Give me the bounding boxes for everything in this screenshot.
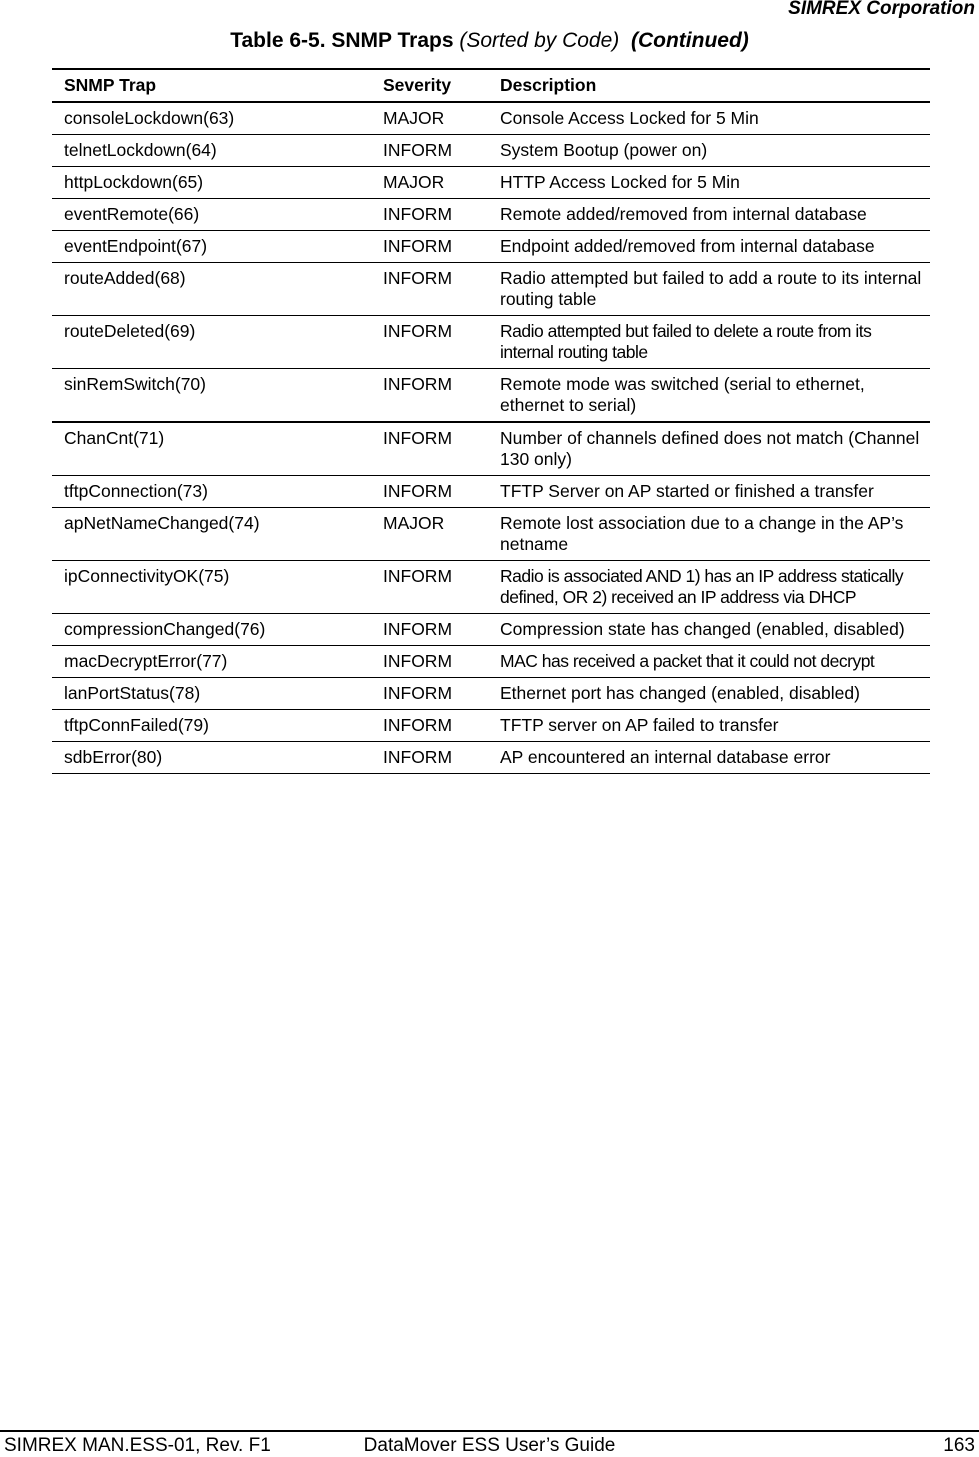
description-cell: Radio is associated AND 1) has an IP address statically defined, OR 2) received an IP address via DHCP bbox=[488, 561, 930, 614]
table-row bbox=[52, 369, 930, 423]
trap-cell: eventEndpoint(67) bbox=[52, 231, 371, 263]
trap-cell: telnetLockdown(64) bbox=[52, 135, 371, 167]
severity-cell: INFORM bbox=[371, 561, 488, 614]
trap-cell: routeAdded(68) bbox=[52, 263, 371, 316]
trap-cell: sdbError(80) bbox=[52, 742, 371, 774]
table-title-sort: (Sorted by Code) bbox=[459, 29, 620, 52]
table-row bbox=[52, 508, 930, 561]
severity-cell: INFORM bbox=[371, 263, 488, 316]
trap-cell: compressionChanged(76) bbox=[52, 614, 371, 646]
severity-cell: INFORM bbox=[371, 316, 488, 369]
trap-cell: httpLockdown(65) bbox=[52, 167, 371, 199]
table-title-continued: (Continued) bbox=[630, 29, 749, 52]
table-row bbox=[52, 710, 930, 742]
severity-cell: INFORM bbox=[371, 710, 488, 742]
description-cell: HTTP Access Locked for 5 Min bbox=[488, 167, 930, 199]
description-cell: Remote mode was switched (serial to ethernet, ethernet to serial) bbox=[488, 369, 930, 423]
table-row bbox=[52, 231, 930, 263]
description-cell: AP encountered an internal database error bbox=[488, 742, 930, 774]
description-cell: Endpoint added/removed from internal database bbox=[488, 231, 930, 263]
description-cell: TFTP server on AP failed to transfer bbox=[488, 710, 930, 742]
company-header: SIMREX Corporation bbox=[788, 0, 975, 19]
severity-cell: INFORM bbox=[371, 614, 488, 646]
severity-cell: INFORM bbox=[371, 199, 488, 231]
severity-cell: INFORM bbox=[371, 678, 488, 710]
table-row bbox=[52, 422, 930, 476]
trap-cell: eventRemote(66) bbox=[52, 199, 371, 231]
trap-cell: macDecryptError(77) bbox=[52, 646, 371, 678]
trap-cell: sinRemSwitch(70) bbox=[52, 369, 371, 423]
column-header-trap: SNMP Trap bbox=[52, 69, 371, 102]
trap-cell: ipConnectivityOK(75) bbox=[52, 561, 371, 614]
severity-cell: INFORM bbox=[371, 476, 488, 508]
table-row bbox=[52, 614, 930, 646]
severity-cell: INFORM bbox=[371, 369, 488, 423]
trap-cell: consoleLockdown(63) bbox=[52, 102, 371, 135]
severity-cell: MAJOR bbox=[371, 508, 488, 561]
trap-cell: tftpConnFailed(79) bbox=[52, 710, 371, 742]
column-header-severity: Severity bbox=[371, 69, 488, 102]
table-row bbox=[52, 678, 930, 710]
description-cell: Number of channels defined does not match (Channel 130 only) bbox=[488, 422, 930, 476]
description-cell: Remote added/removed from internal database bbox=[488, 199, 930, 231]
table-row bbox=[52, 263, 930, 316]
table-row bbox=[52, 135, 930, 167]
footer-divider bbox=[0, 1430, 979, 1432]
table-title bbox=[0, 28, 979, 54]
footer-doc-id: SIMREX MAN.ESS-01, Rev. F1 bbox=[4, 1435, 271, 1456]
table-row bbox=[52, 167, 930, 199]
description-cell: TFTP Server on AP started or finished a transfer bbox=[488, 476, 930, 508]
severity-cell: INFORM bbox=[371, 231, 488, 263]
description-cell: Remote lost association due to a change in the AP’s netname bbox=[488, 508, 930, 561]
description-cell: Compression state has changed (enabled, disabled) bbox=[488, 614, 930, 646]
column-header-description: Description bbox=[488, 69, 930, 102]
description-cell: Ethernet port has changed (enabled, disabled) bbox=[488, 678, 930, 710]
table-row bbox=[52, 199, 930, 231]
trap-cell: tftpConnection(73) bbox=[52, 476, 371, 508]
table-row bbox=[52, 561, 930, 614]
severity-cell: MAJOR bbox=[371, 102, 488, 135]
table-row bbox=[52, 476, 930, 508]
table-title-main: Table 6-5. SNMP Traps bbox=[230, 29, 454, 52]
trap-cell: ChanCnt(71) bbox=[52, 422, 371, 476]
severity-cell: MAJOR bbox=[371, 167, 488, 199]
footer-page-number: 163 bbox=[943, 1435, 975, 1456]
table-row bbox=[52, 316, 930, 369]
severity-cell: INFORM bbox=[371, 646, 488, 678]
description-cell: MAC has received a packet that it could not decrypt bbox=[488, 646, 930, 678]
severity-cell: INFORM bbox=[371, 742, 488, 774]
description-cell: Radio attempted but failed to add a route to its internal routing table bbox=[488, 263, 930, 316]
table-row bbox=[52, 646, 930, 678]
table-row bbox=[52, 742, 930, 774]
description-cell: System Bootup (power on) bbox=[488, 135, 930, 167]
severity-cell: INFORM bbox=[371, 422, 488, 476]
trap-cell: routeDeleted(69) bbox=[52, 316, 371, 369]
trap-cell: apNetNameChanged(74) bbox=[52, 508, 371, 561]
table-row bbox=[52, 102, 930, 135]
table-header-row bbox=[52, 69, 930, 102]
trap-cell: lanPortStatus(78) bbox=[52, 678, 371, 710]
description-cell: Radio attempted but failed to delete a route from its internal routing table bbox=[488, 316, 930, 369]
footer-guide-title: DataMover ESS User’s Guide bbox=[363, 1435, 616, 1456]
snmp-traps-table bbox=[52, 68, 930, 774]
description-cell: Console Access Locked for 5 Min bbox=[488, 102, 930, 135]
severity-cell: INFORM bbox=[371, 135, 488, 167]
